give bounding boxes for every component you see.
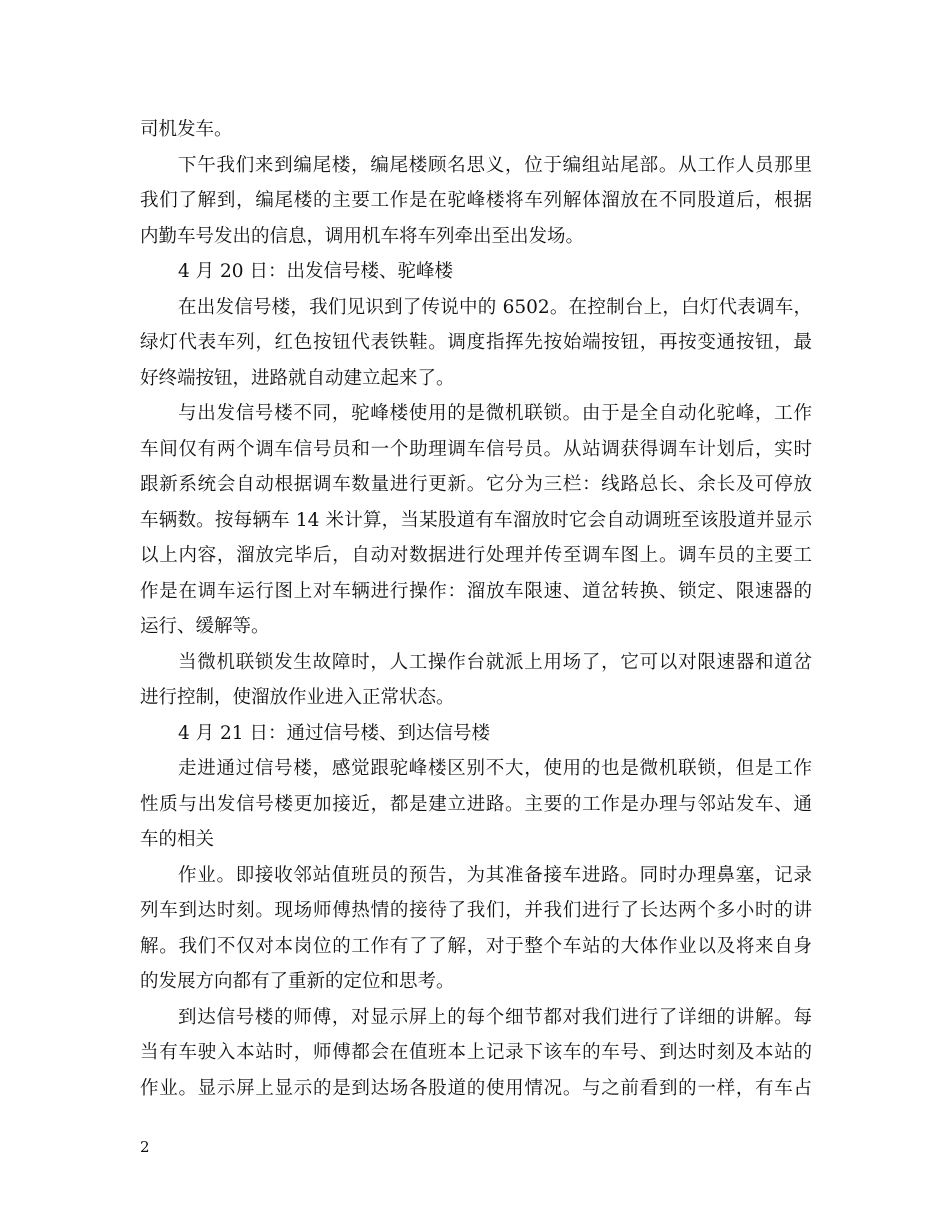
text-line: 车的相关 (140, 829, 215, 850)
text-line: 下午我们来到编尾楼，编尾楼顾名思义，位于编组站尾部。从工作人员那里 (178, 154, 812, 176)
text-line: 好终端按钮，进路就自动建立起来了。 (140, 367, 455, 389)
text-line: 跟新系统会自动根据调车数量进行更新。它分为三栏：线路总长、余长及可停放 (140, 474, 812, 495)
text-line: 进行控制，使溜放作业进入正常状态。 (140, 687, 455, 708)
text-line: 当有车驶入本站时，师傅都会在值班本上记录下该车的车号、到达时刻及本站的 (140, 1042, 812, 1063)
text-line: 当微机联锁发生故障时，人工操作台就派上用场了，它可以对限速器和道岔 (178, 651, 812, 673)
section-heading: 4 月 21 日：通过信号楼、到达信号楼 (178, 722, 490, 744)
text-line: 车辆数。按每辆车 14 米计算，当某股道有车溜放时它会自动调班至该股道并显示 (140, 509, 812, 531)
text-line: 作是在调车运行图上对车辆进行操作：溜放车限速、道岔转换、锁定、限速器的 (140, 580, 812, 602)
text-line: 性质与出发信号楼更加接近，都是建立进路。主要的工作是办理与邻站发车、通 (140, 793, 812, 815)
text-line: 解。我们不仅对本岗位的工作有了了解，对于整个车站的大体作业以及将来自身 (140, 935, 812, 957)
body-text (140, 112, 812, 1106)
text-line: 与出发信号楼不同，驼峰楼使用的是微机联锁。由于是全自动化驼峰，工作 (178, 403, 812, 424)
text-line: 车间仅有两个调车信号员和一个助理调车信号员。从站调获得调车计划后，实时 (140, 438, 812, 460)
section-heading: 4 月 20 日：出发信号楼、驼峰楼 (178, 261, 453, 282)
text-line: 走进通过信号楼，感觉跟驼峰楼区别不大，使用的也是微机联锁，但是工作 (178, 758, 812, 779)
text-line: 到达信号楼的师傅，对显示屏上的每个细节都对我们进行了详细的讲解。每 (178, 1006, 812, 1028)
text-line: 作业。显示屏上显示的是到达场各股道的使用情况。与之前看到的一样，有车占 (140, 1077, 812, 1099)
text-line: 列车到达时刻。现场师傅热情的接待了我们，并我们进行了长达两个多小时的讲 (140, 900, 812, 921)
text-line: 我们了解到，编尾楼的主要工作是在驼峰楼将车列解体溜放在不同股道后，根据 (140, 190, 812, 211)
page-number: 2 (140, 1138, 150, 1156)
text-line: 在出发信号楼，我们见识到了传说中的 6502。在控制台上，白灯代表调车， (178, 296, 812, 318)
text-line: 以上内容，溜放完毕后，自动对数据进行处理并传至调车图上。调车员的主要工 (140, 545, 812, 566)
text-line: 内勤车号发出的信息，调用机车将车列牵出至出发场。 (140, 225, 585, 247)
text-line: 作业。即接收邻站值班员的预告，为其准备接车进路。同时办理鼻塞，记录 (178, 864, 812, 886)
text-line: 的发展方向都有了重新的定位和思考。 (140, 971, 455, 992)
text-line: 绿灯代表车列，红色按钮代表铁鞋。调度指挥先按始端按钮，再按变通按钮，最 (140, 332, 812, 353)
text-line: 司机发车。 (140, 119, 233, 140)
text-line: 运行、缓解等。 (140, 616, 270, 637)
